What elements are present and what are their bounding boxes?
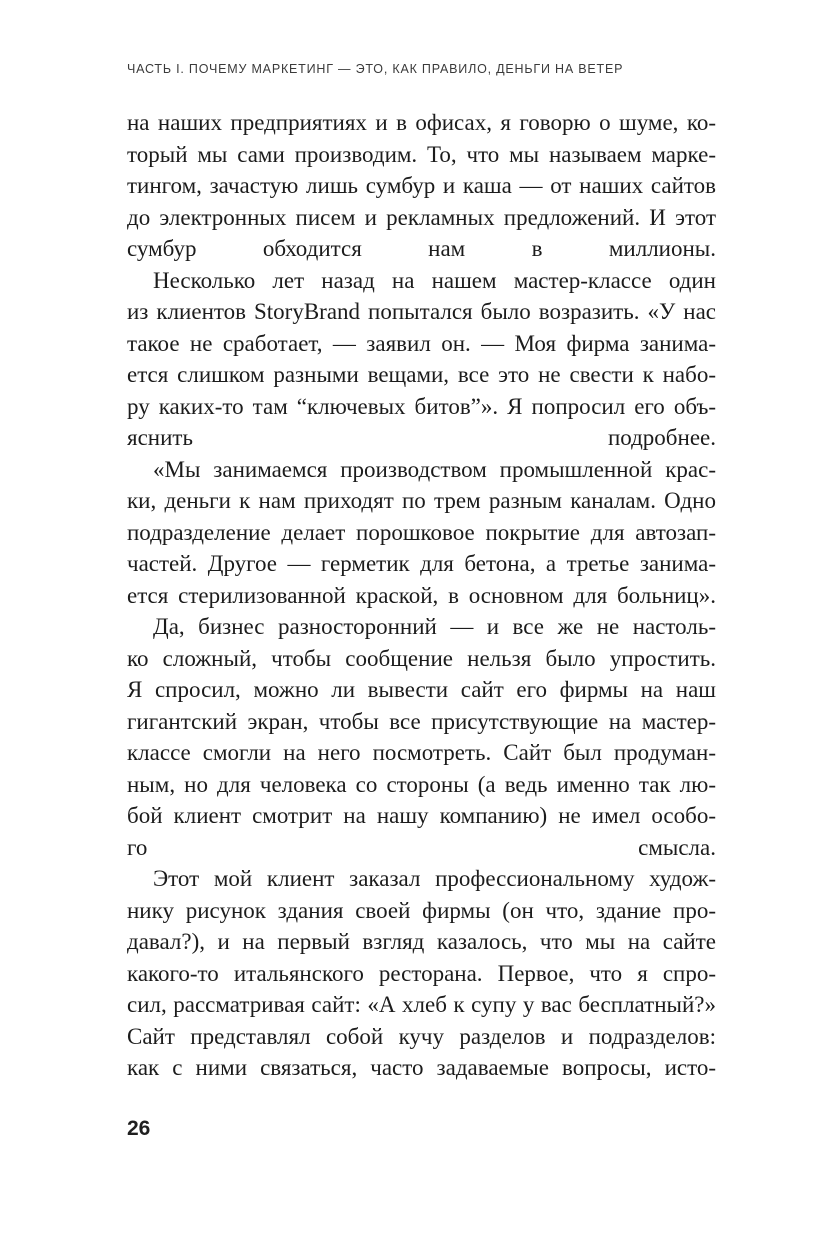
text-line: Несколько лет назад на нашем мастер-классе один <box>153 267 716 293</box>
text-line: на наших предприятиях и в офисах, я говорю о шуме, ко- <box>127 110 716 135</box>
paragraph <box>127 107 716 265</box>
text-line: ко сложный, чтобы сообщение нельзя было упростить. <box>127 645 716 671</box>
text-line: ки, деньги к нам приходят по трем разным каналам. Одно <box>127 488 716 513</box>
text-line: классе смогли на него посмотреть. Сайт был продуман- <box>127 740 716 765</box>
text-line: Сайт представлял собой кучу разделов и подразделов: <box>127 1023 716 1049</box>
text-line: до электронных писем и рекламных предложений. И этот <box>127 204 716 230</box>
text-line: подразделение делает порошковое покрытие для автозап- <box>127 519 716 545</box>
text-line: тингом, зачастую лишь сумбур и каша — от наших сайтов <box>127 173 716 198</box>
text-line: «Мы занимаемся производством промышленной крас- <box>153 456 716 482</box>
running-header: ЧАСТЬ I. ПОЧЕМУ МАРКЕТИНГ — ЭТО, КАК ПРАВИЛО, ДЕНЬГИ НА ВЕТЕР <box>127 62 624 76</box>
paragraph <box>127 863 716 1084</box>
text-line: ру каких-то там “ключевых битов”». Я попросил его объ- <box>127 393 716 419</box>
page-number: 26 <box>127 1117 151 1140</box>
text-line: такое не сработает, — заявил он. — Моя фирма занима- <box>127 330 716 356</box>
paragraph <box>127 454 716 612</box>
text-line: сил, рассматривая сайт: «А хлеб к супу у вас бесплатный?» <box>127 992 716 1017</box>
text-line: го смысла. <box>127 834 716 860</box>
text-line: торый мы сами производим. То, что мы называем марке- <box>127 141 716 167</box>
text-line: сумбур обходится нам в миллионы. <box>127 236 716 261</box>
text-line: ется стерилизованной краской, в основном для больниц». <box>127 582 716 608</box>
text-line: какого-то итальянского ресторана. Первое, что я спро- <box>127 960 716 986</box>
text-line: гигантский экран, чтобы все присутствующие на мастер- <box>127 708 716 734</box>
text-line: ным, но для человека со стороны (а ведь именно так лю- <box>127 771 716 797</box>
text-line: из клиентов StoryBrand попытался было возразить. «У нас <box>127 299 716 324</box>
text-line: Этот мой клиент заказал профессиональному худож- <box>153 866 716 891</box>
paragraph <box>127 265 716 454</box>
text-line: частей. Другое — герметик для бетона, а третье занима- <box>127 551 716 576</box>
text-line: давал?), и на первый взгляд казалось, что мы на сайте <box>127 929 716 954</box>
text-line: Да, бизнес разносторонний — и все же не настоль- <box>153 614 716 639</box>
body-text <box>127 107 716 1084</box>
text-line: яснить подробнее. <box>127 425 716 450</box>
text-line: ется слишком разными вещами, все это не свести к набо- <box>127 362 716 387</box>
text-line: нику рисунок здания своей фирмы (он что, здание про- <box>127 897 716 923</box>
text-line: бой клиент смотрит на нашу компанию) не имел особо- <box>127 803 716 828</box>
text-line: как с ними связаться, часто задаваемые вопросы, исто- <box>127 1055 716 1080</box>
text-line: Я спросил, можно ли вывести сайт его фирмы на наш <box>127 677 716 702</box>
paragraph <box>127 611 716 863</box>
